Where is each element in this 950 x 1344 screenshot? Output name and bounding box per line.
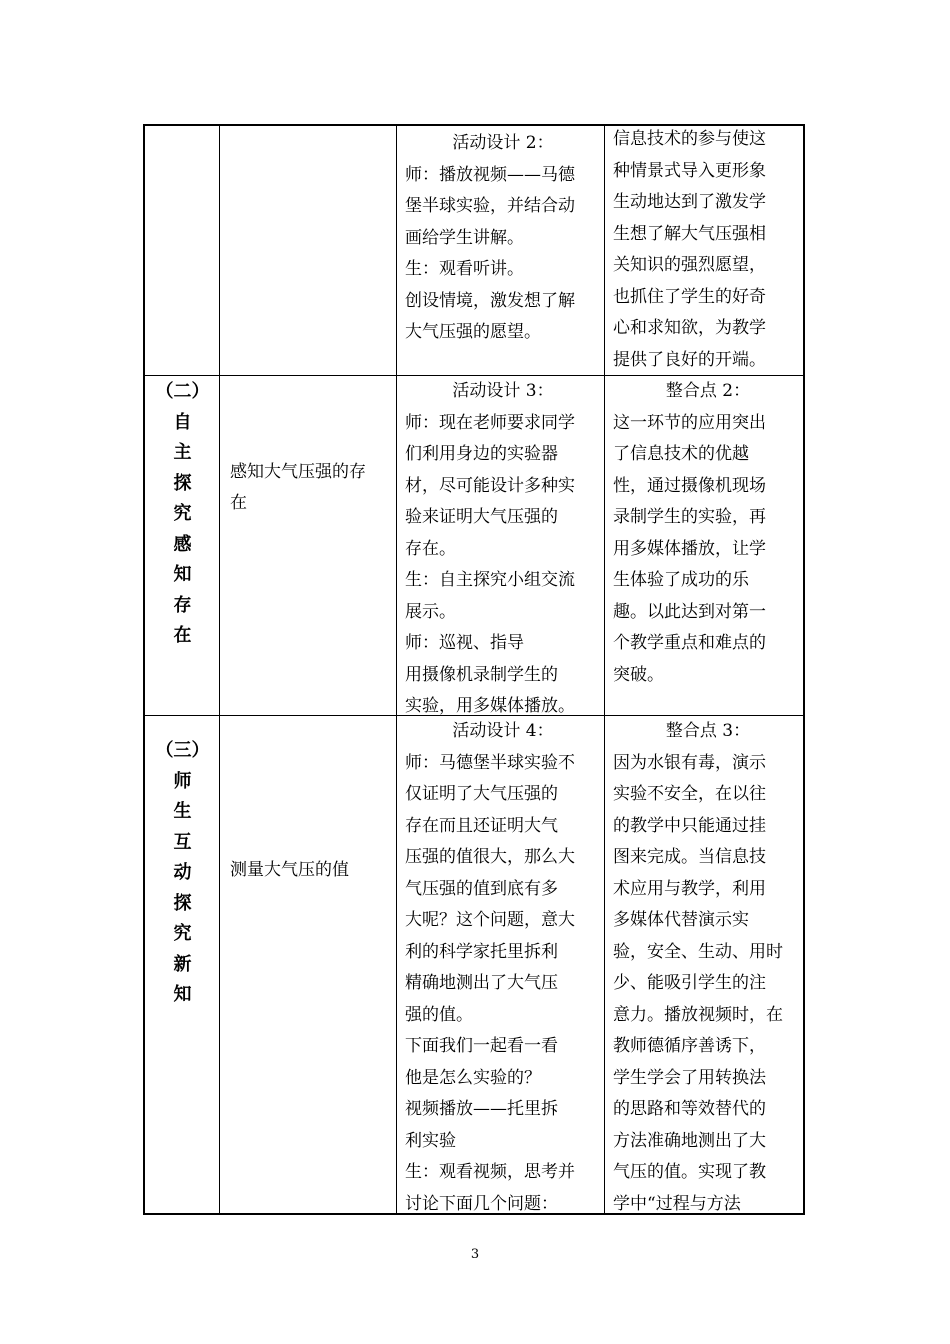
column-divider <box>396 126 397 1213</box>
stage-char: 动 <box>173 862 192 883</box>
point-line: 这一环节的应用突出 <box>613 412 766 433</box>
point-line: 录制学生的实验，再 <box>613 507 766 527</box>
stage-char: 在 <box>173 625 192 646</box>
activity-line: 精确地测出了大气压 <box>405 973 558 993</box>
point-line: 趣。以此达到对第一 <box>613 601 766 622</box>
point-line: 实验不安全，在以往 <box>613 784 766 804</box>
activity-line: 视频播放——托里拆 <box>405 1099 558 1119</box>
topic-line: 在 <box>230 493 247 513</box>
activity-line: 画给学生讲解。 <box>405 227 524 248</box>
topic-cell <box>230 457 395 519</box>
activity-line: 师：马德堡半球实验不 <box>405 752 575 773</box>
activity-line: 生：自主探究小组交流 <box>405 570 575 590</box>
stage-char: 探 <box>173 892 192 914</box>
stage-char: 感 <box>173 533 192 555</box>
point-line: 也抓住了学生的好奇 <box>613 286 766 307</box>
integration-cell <box>613 124 803 376</box>
point-line: 用多媒体播放，让学 <box>613 538 766 559</box>
point-line: 教师德循序善诱下， <box>613 1036 766 1056</box>
point-line: 个教学重点和难点的 <box>613 633 766 653</box>
point-line: 学生学会了用转换法 <box>613 1067 766 1088</box>
integration-cell <box>613 376 803 691</box>
activity-line: 生：观看听讲。 <box>405 259 524 279</box>
activity-line: 讨论下面几个问题： <box>405 1193 558 1214</box>
stage-char: 究 <box>173 923 192 944</box>
activity-line: 利的科学家托里拆利 <box>405 941 558 962</box>
stage-char: 自 <box>173 411 192 433</box>
stage-char: 师 <box>173 770 192 792</box>
activity-title: 活动设计 2： <box>452 133 554 153</box>
point-line: 学中“过程与方法 <box>613 1193 741 1214</box>
lesson-table <box>143 124 805 1215</box>
activity-line: 实验，用多媒体播放。 <box>405 696 575 716</box>
activity-line: 仅证明了大气压强的 <box>405 784 558 804</box>
stage-char: 互 <box>173 831 192 853</box>
column-divider <box>604 126 605 1213</box>
point-line: 术应用与教学，利用 <box>613 878 766 899</box>
point-line: 多媒体代替演示实 <box>613 910 749 930</box>
point-title: 整合点 3： <box>665 721 751 741</box>
activity-line: 创设情境，激发想了解 <box>405 290 575 311</box>
point-line: 因为水银有毒，演示 <box>613 752 766 773</box>
page-number: 3 <box>470 1247 480 1262</box>
topic-line: 测量大气压的值 <box>230 860 349 880</box>
point-line: 图来完成。当信息技 <box>613 847 766 867</box>
stage-char: 探 <box>173 472 192 494</box>
topic-line: 感知大气压强的存 <box>230 462 366 482</box>
point-line: 提供了良好的开端。 <box>613 349 766 370</box>
point-line: 验，安全、生动、用时 <box>613 941 783 962</box>
activity-line: 展示。 <box>405 601 456 622</box>
column-divider <box>219 126 220 1213</box>
activity-line: 们利用身边的实验器 <box>405 444 558 464</box>
activity-line: 大气压强的愿望。 <box>405 322 541 342</box>
point-line: 意力。播放视频时，在 <box>613 1004 783 1025</box>
activity-line: 师：现在老师要求同学 <box>405 412 575 433</box>
point-line: 性，通过摄像机现场 <box>613 475 766 496</box>
point-line: 气压的值。实现了教 <box>613 1162 766 1182</box>
point-line: 突破。 <box>613 664 664 685</box>
point-line: 种情景式导入更形象 <box>613 160 766 181</box>
point-line: 生动地达到了激发学 <box>613 192 766 212</box>
point-line: 关知识的强烈愿望， <box>613 255 766 275</box>
point-line: 少、能吸引学生的注 <box>613 973 766 993</box>
activity-line: 材，尽可能设计多种实 <box>405 475 575 496</box>
activity-cell <box>405 376 601 723</box>
point-line: 方法准确地测出了大 <box>613 1130 766 1151</box>
stage-char: 究 <box>173 503 192 524</box>
activity-title: 活动设计 4： <box>452 721 554 741</box>
activity-cell <box>405 128 601 349</box>
integration-cell <box>613 716 803 1220</box>
point-title: 整合点 2： <box>665 381 751 401</box>
stage-cell <box>145 736 220 1011</box>
point-line: 的思路和等效替代的 <box>613 1099 766 1119</box>
point-line: 信息技术的参与使这 <box>613 129 766 149</box>
stage-number: （二） <box>155 381 210 402</box>
stage-char: 新 <box>173 953 192 975</box>
point-line: 生想了解大气压强相 <box>613 223 766 244</box>
topic-cell <box>230 855 395 886</box>
activity-line: 他是怎么实验的？ <box>405 1067 541 1088</box>
activity-line: 师：播放视频——马德 <box>405 164 575 185</box>
activity-line: 堡半球实验，并结合动 <box>405 196 575 216</box>
activity-line: 压强的值很大，那么大 <box>405 847 575 867</box>
stage-cell <box>145 376 220 652</box>
activity-line: 利实验 <box>405 1130 456 1151</box>
activity-line: 强的值。 <box>405 1004 473 1025</box>
activity-line: 下面我们一起看一看 <box>405 1036 558 1056</box>
activity-cell <box>405 716 601 1220</box>
activity-line: 存在而且还证明大气 <box>405 815 558 836</box>
point-line: 了信息技术的优越 <box>613 444 749 464</box>
activity-line: 验来证明大气压强的 <box>405 507 558 527</box>
activity-line: 用摄像机录制学生的 <box>405 664 558 685</box>
activity-line: 存在。 <box>405 538 456 559</box>
activity-line: 气压强的值到底有多 <box>405 878 558 899</box>
stage-char: 主 <box>173 442 192 463</box>
activity-title: 活动设计 3： <box>452 381 554 401</box>
activity-line: 师：巡视、指导 <box>405 633 524 653</box>
point-line: 心和求知欲，为教学 <box>613 318 766 338</box>
point-line: 生体验了成功的乐 <box>613 570 749 590</box>
stage-char: 生 <box>173 801 192 822</box>
stage-char: 知 <box>173 984 192 1005</box>
stage-char: 知 <box>173 564 192 585</box>
stage-char: 存 <box>173 594 192 616</box>
activity-line: 大呢？这个问题，意大 <box>405 910 575 930</box>
stage-number: （三） <box>155 740 210 761</box>
point-line: 的教学中只能通过挂 <box>613 815 766 836</box>
activity-line: 生：观看视频，思考并 <box>405 1162 575 1182</box>
